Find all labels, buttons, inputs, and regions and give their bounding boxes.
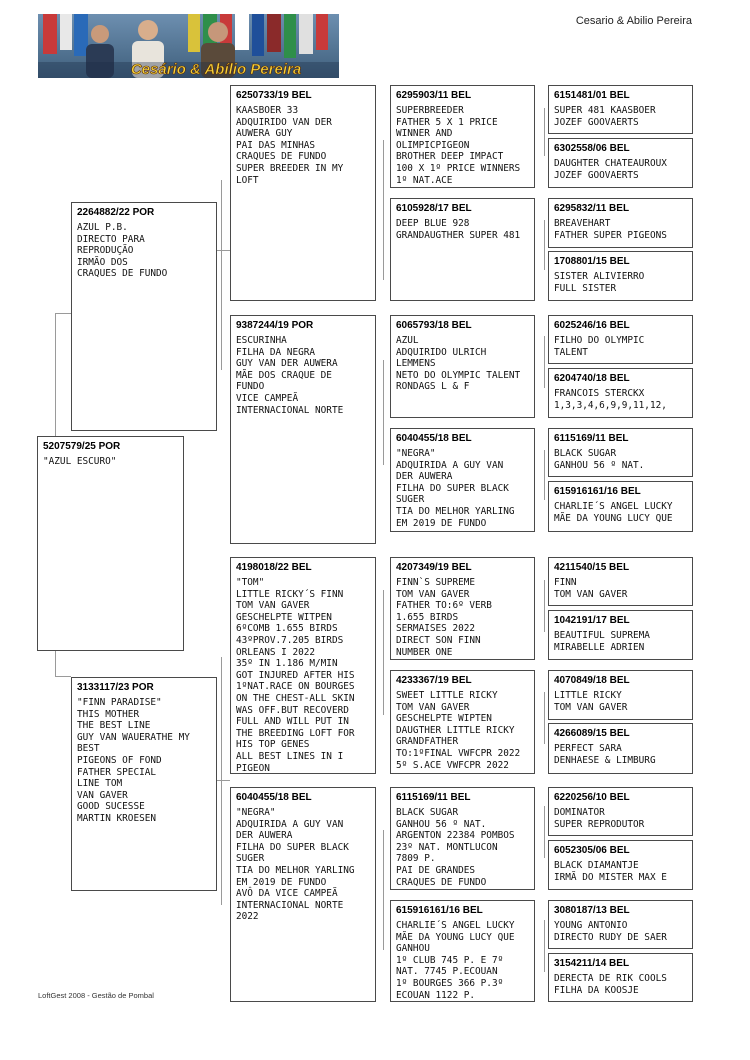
ring-number: 1042191/17 BEL (554, 615, 630, 626)
connector (544, 920, 545, 972)
pedigree-dam[interactable] (71, 677, 217, 891)
connector (383, 360, 384, 465)
pigeon-notes: "FINN PARADISE" THIS MOTHER THE BEST LINE GUY VAN WAUERATHE MY BEST PIGEONS OF FOND FATHER SPECIAL LINE TOM VAN GAVER GOOD SUCESSE MARTIN KROESEN (77, 697, 190, 824)
connector (55, 313, 71, 314)
pedigree-dd-sire[interactable] (390, 787, 535, 890)
connector (544, 450, 545, 500)
ring-number: 6115169/11 BEL (554, 433, 629, 444)
connector (221, 180, 222, 370)
pigeon-notes: "NEGRA" ADQUIRIDA A GUY VAN DER AUWERA FILHA DO SUPER BLACK SUGER TIA DO MELHOR YARLING EM 2019 DE FUNDO (396, 448, 515, 529)
pigeon-notes: FILHO DO OLYMPIC TALENT (554, 335, 645, 358)
ring-number: 6065793/18 BEL (396, 320, 472, 331)
ring-number: 6220256/10 BEL (554, 792, 630, 803)
ring-number: 6040455/18 BEL (236, 792, 312, 803)
pedigree-sire-sire[interactable] (230, 85, 376, 301)
pedigree-sire-dam[interactable] (230, 315, 376, 544)
banner-photo (38, 14, 339, 78)
pedigree-g5-12[interactable] (548, 723, 693, 774)
ring-number: 6105928/17 BEL (396, 203, 472, 214)
pedigree-g5-13[interactable] (548, 787, 693, 836)
pigeon-notes: AZUL ADQUIRIDO ULRICH LEMMENS NETO DO OLYMPIC TALENT RONDAGS L & F (396, 335, 521, 393)
pedigree-dd-dam[interactable] (390, 900, 535, 1002)
pedigree-ss-dam[interactable] (390, 198, 535, 301)
ring-number: 4207349/19 BEL (396, 562, 472, 573)
pigeon-notes: "NEGRA" ADQUIRIDA A GUY VAN DER AUWERA FILHA DO SUPER BLACK SUGER TIA DO MELHOR YARLING EM 2019 DE FUNDO AVÔ DA VICE CAMPEÃ INTERNACIONAL NORTE 2022 (236, 807, 355, 923)
pigeon-notes: FINN`S SUPREME TOM VAN GAVER FATHER TO:6º VERB 1.655 BIRDS SERMAISES 2022 DIRECT SON FINN NUMBER ONE (396, 577, 492, 658)
owner-name: Cesario & Abilio Pereira (575, 15, 692, 27)
ring-number: 6025246/16 BEL (554, 320, 630, 331)
ring-number: 3133117/23 POR (77, 682, 154, 693)
pigeon-notes: BLACK DIAMANTJE IRMÃ DO MISTER MAX E (554, 860, 667, 883)
pigeon-notes: AZUL P.B. DIRECTO PARA REPRODUÇÃO IRMÃO DOS CRAQUES DE FUNDO (77, 222, 168, 280)
pedigree-g5-1[interactable] (548, 85, 693, 134)
ring-number: 4070849/18 BEL (554, 675, 630, 686)
ring-number: 3080187/13 BEL (554, 905, 630, 916)
pedigree-subject[interactable] (37, 436, 184, 651)
ring-number: 4211540/15 BEL (554, 562, 630, 573)
pigeon-notes: BLACK SUGAR GANHOU 56 º NAT. ARGENTON 22384 POMBOS 23º NAT. MONTLUCON 7809 P. PAI DE GRANDES CRAQUES DE FUNDO (396, 807, 515, 888)
ring-number: 6052305/06 BEL (554, 845, 630, 856)
ring-number: 6204740/18 BEL (554, 373, 630, 384)
connector (544, 108, 545, 156)
pigeon-notes: SUPER 481 KAASBOER JOZEF GOOVAERTS (554, 105, 656, 128)
pedigree-sire[interactable] (71, 202, 217, 431)
pedigree-g5-10[interactable] (548, 610, 693, 660)
pedigree-ds-dam[interactable] (390, 670, 535, 774)
ring-number: 6295832/11 BEL (554, 203, 630, 214)
pigeon-notes: DAUGHTER CHATEAUROUX JOZEF GOOVAERTS (554, 158, 667, 181)
pedigree-g5-9[interactable] (548, 557, 693, 606)
pigeon-notes: ESCURINHA FILHA DA NEGRA GUY VAN DER AUWERA MÃE DOS CRAQUE DE FUNDO VICE CAMPEÃ INTERNACIONAL NORTE (236, 335, 344, 416)
ring-number: 6302558/06 BEL (554, 143, 630, 154)
connector (216, 780, 230, 781)
ring-number: 615916161/16 BEL (396, 905, 483, 916)
pigeon-notes: DEEP BLUE 928 GRANDAUGTHER SUPER 481 (396, 218, 521, 241)
loft-banner (38, 14, 339, 78)
connector (544, 692, 545, 744)
connector (383, 590, 384, 715)
connector (544, 580, 545, 632)
pedigree-g5-11[interactable] (548, 670, 693, 720)
ring-number: 6250733/19 BEL (236, 90, 312, 101)
ring-number: 6115169/11 BEL (396, 792, 471, 803)
pedigree-g5-8[interactable] (548, 481, 693, 532)
connector (544, 806, 545, 858)
pigeon-notes: DERECTA DE RIK COOLS FILHA DA KOOSJE (554, 973, 667, 996)
pedigree-g5-3[interactable] (548, 198, 693, 248)
pigeon-notes: YOUNG ANTONIO DIRECTO RUDY DE SAER (554, 920, 667, 943)
footer-text: LoftGest 2008 - Gestão de Pombal (38, 991, 154, 1000)
pedigree-sd-dam[interactable] (390, 428, 535, 532)
pedigree-g5-14[interactable] (548, 840, 693, 890)
pigeon-notes: CHARLIE´S ANGEL LUCKY MÃE DA YOUNG LUCY QUE (554, 501, 673, 524)
pigeon-notes: BLACK SUGAR GANHOU 56 º NAT. (554, 448, 645, 471)
pedigree-g5-16[interactable] (548, 953, 693, 1002)
pedigree-g5-4[interactable] (548, 251, 693, 301)
ring-number: 6151481/01 BEL (554, 90, 630, 101)
pigeon-notes: SISTER ALIVIERRO FULL SISTER (554, 271, 645, 294)
connector (544, 336, 545, 388)
connector (221, 657, 222, 905)
pigeon-notes: BEAUTIFUL SUPREMA MIRABELLE ADRIEN (554, 630, 650, 653)
pedigree-dam-sire[interactable] (230, 557, 376, 774)
connector (383, 830, 384, 950)
pigeon-notes: KAASBOER 33 ADQUIRIDO VAN DER AUWERA GUY PAI DAS MINHAS CRAQUES DE FUNDO SUPER BREEDER IN MY LOFT (236, 105, 344, 186)
ring-number: 4233367/19 BEL (396, 675, 472, 686)
pedigree-g5-2[interactable] (548, 138, 693, 188)
pedigree-sd-sire[interactable] (390, 315, 535, 418)
pedigree-g5-6[interactable] (548, 368, 693, 418)
ring-number: 615916161/16 BEL (554, 486, 641, 497)
ring-number: 2264882/22 POR (77, 207, 155, 218)
pigeon-notes: PERFECT SARA DENHAESE & LIMBURG (554, 743, 656, 766)
pigeon-notes: FINN TOM VAN GAVER (554, 577, 628, 600)
connector (216, 250, 230, 251)
pigeon-notes: SWEET LITTLE RICKY TOM VAN GAVER GESCHELPTE WIPTEN DAUGTHER LITTLE RICKY GRANDFATHER TO:1ºFINAL VWFCPR 2022 5º S.ACE VWFCPR 2022 (396, 690, 521, 771)
pedigree-g5-7[interactable] (548, 428, 693, 477)
ring-number: 4266089/15 BEL (554, 728, 630, 739)
ring-number: 9387244/19 POR (236, 320, 314, 331)
ring-number: 6295903/11 BEL (396, 90, 472, 101)
ring-number: 5207579/25 POR (43, 441, 121, 452)
pigeon-notes: CHARLIE´S ANGEL LUCKY MÃE DA YOUNG LUCY QUE GANHOU 1º CLUB 745 P. E 7º NAT. 7745 P.ECOUAN 1º BOURGES 366 P.3º ECOUAN 1122 P. (396, 920, 515, 1001)
connector (383, 140, 384, 280)
pedigree-g5-15[interactable] (548, 900, 693, 949)
pigeon-notes: FRANCOIS STERCKX 1,3,3,4,6,9,9,11,12, (554, 388, 667, 411)
connector (55, 676, 71, 677)
pigeon-notes: "AZUL ESCURO" (43, 456, 117, 467)
connector (544, 220, 545, 270)
pigeon-notes: "TOM" LITTLE RICKY´S FINN TOM VAN GAVER GESCHELPTE WITPEN 6ºCOMB 1.655 BIRDS 43ºPROV.7.205 BIRDS ORLEANS I 2022 35º IN 1.186 M/MIN GOT INJURED AFTER HIS 1ºNAT.RACE ON BOURGES ON THE CHEST-ALL SKIN WAS OFF.BUT RECOVERD FULL AND WILL PUT IN THE BREEDING LOFT FOR HIS TOP GENES ALL BEST LINES IN I PIGEON (236, 577, 355, 774)
ring-number: 4198018/22 BEL (236, 562, 312, 573)
ring-number: 1708801/15 BEL (554, 256, 630, 267)
pigeon-notes: SUPERBREEDER FATHER 5 X 1 PRICE WINNER AND OLIMPICPIGEON BROTHER DEEP IMPACT 100 X 1º PRICE WINNERS 1º NAT.ACE (396, 105, 521, 186)
pedigree-g5-5[interactable] (548, 315, 693, 364)
pigeon-notes: LITTLE RICKY TOM VAN GAVER (554, 690, 628, 713)
pedigree-ss-sire[interactable] (390, 85, 535, 188)
pigeon-notes: DOMINATOR SUPER REPRODUTOR (554, 807, 645, 830)
banner-title: Cesário & Abílio Pereira (130, 61, 302, 78)
ring-number: 6040455/18 BEL (396, 433, 472, 444)
pedigree-ds-sire[interactable] (390, 557, 535, 660)
pedigree-dam-dam[interactable] (230, 787, 376, 1002)
ring-number: 3154211/14 BEL (554, 958, 630, 969)
pigeon-notes: BREAVEHART FATHER SUPER PIGEONS (554, 218, 667, 241)
